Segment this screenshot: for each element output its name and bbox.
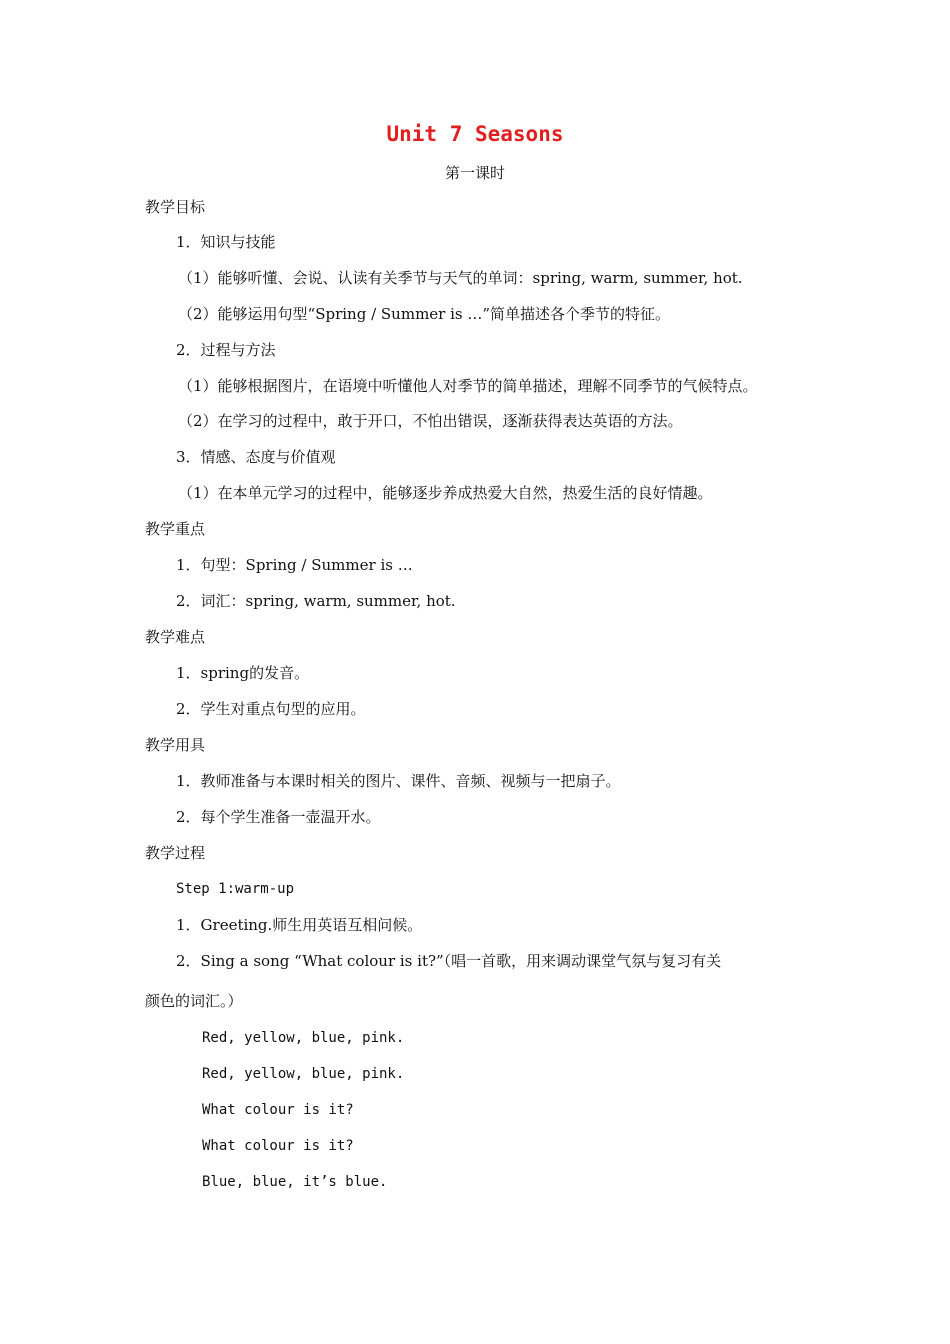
section-heading-process: 教学过程 xyxy=(145,844,206,862)
goal-item: （1）能够听懂、会说、认读有关季节与天气的单词：spring, warm, summer, hot. xyxy=(178,269,743,287)
song-line: What colour is it? xyxy=(202,1102,354,1118)
difficulty-item: 2．学生对重点句型的应用。 xyxy=(176,700,366,718)
goal-item: （1）能够根据图片，在语境中听懂他人对季节的简单描述，理解不同季节的气候特点。 xyxy=(178,377,758,395)
goal-item: 2．过程与方法 xyxy=(176,341,276,359)
lesson-subtitle: 第一课时 xyxy=(444,164,505,182)
process-step-label: Step 1:warm-up xyxy=(176,881,295,897)
section-heading-materials: 教学用具 xyxy=(145,736,206,754)
song-line: Red, yellow, blue, pink. xyxy=(202,1066,405,1082)
process-item: 2．Sing a song “What colour is it?”（唱一首歌，用来调动课堂气氛与复习有关 xyxy=(176,952,722,970)
process-item-continuation: 颜色的词汇。） xyxy=(145,992,243,1010)
section-heading-goals: 教学目标 xyxy=(145,198,206,216)
song-line: Blue, blue, it’s blue. xyxy=(202,1174,388,1190)
goal-item: （2）在学习的过程中，敢于开口，不怕出错误，逐渐获得表达英语的方法。 xyxy=(178,412,683,430)
section-heading-difficulties: 教学难点 xyxy=(145,628,206,646)
goal-item: （2）能够运用句型“Spring / Summer is …”简单描述各个季节的特征。 xyxy=(178,305,671,323)
song-line: What colour is it? xyxy=(202,1138,354,1154)
section-heading-key-points: 教学重点 xyxy=(145,520,206,538)
material-item: 2．每个学生准备一壶温开水。 xyxy=(176,808,381,826)
key-point-item: 1．句型：Spring / Summer is … xyxy=(176,556,413,574)
material-item: 1．教师准备与本课时相关的图片、课件、音频、视频与一把扇子。 xyxy=(176,772,621,790)
difficulty-item: 1．spring的发音。 xyxy=(176,664,310,682)
key-point-item: 2．词汇：spring, warm, summer, hot. xyxy=(176,592,456,610)
goal-item: （1）在本单元学习的过程中，能够逐步养成热爱大自然，热爱生活的良好情趣。 xyxy=(178,484,713,502)
goal-item: 3．情感、态度与价值观 xyxy=(176,448,336,466)
document-title: Unit 7 Seasons xyxy=(386,122,564,146)
process-item: 1．Greeting.师生用英语互相问候。 xyxy=(176,916,423,934)
goal-item: 1．知识与技能 xyxy=(176,233,276,251)
song-line: Red, yellow, blue, pink. xyxy=(202,1030,405,1046)
